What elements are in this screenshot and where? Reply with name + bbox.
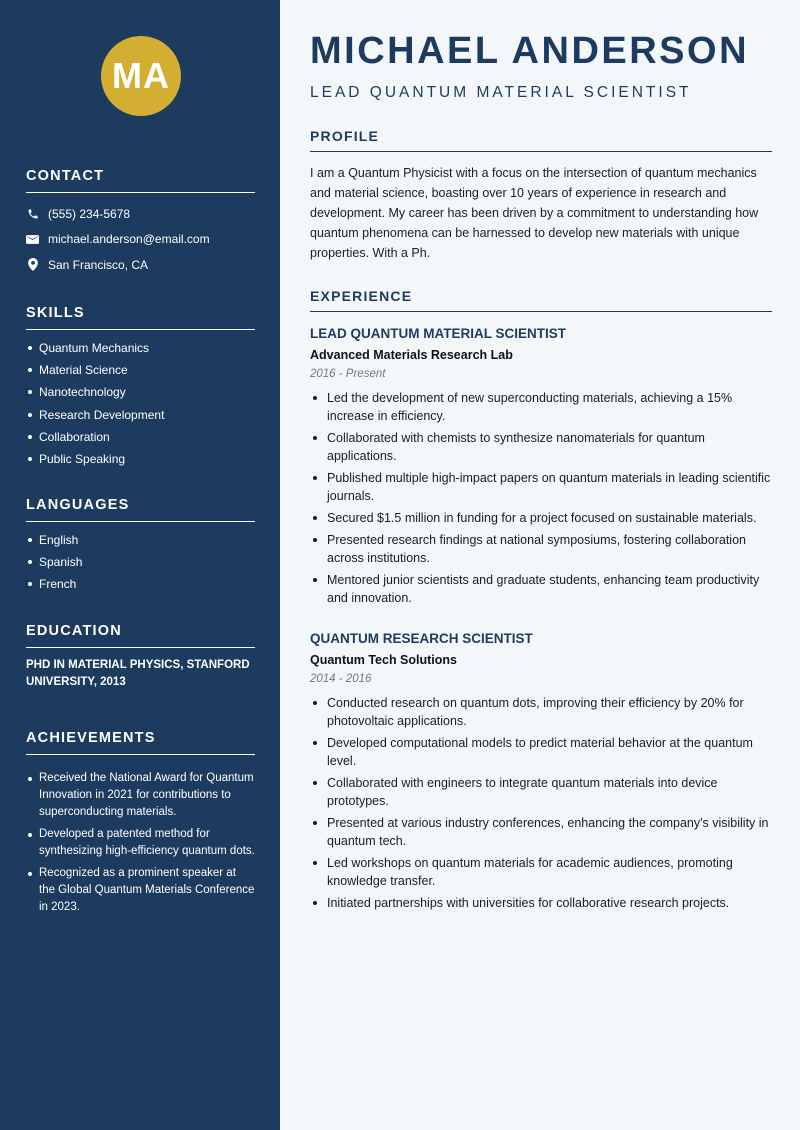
skill-item: Public Speaking [26, 451, 255, 473]
job-bullet: Secured $1.5 million in funding for a project focused on sustainable materials. [310, 509, 772, 527]
sidebar [0, 0, 280, 1130]
achievements-section [26, 730, 255, 921]
skills-list [26, 340, 255, 473]
job-bullet: Collaborated with chemists to synthesize nanomaterials for quantum applications. [310, 429, 772, 465]
contact-location-text: San Francisco, CA [48, 257, 149, 272]
language-item: English [26, 532, 255, 554]
job-bullet: Led workshops on quantum materials for academic audiences, promoting knowledge transfer. [310, 854, 772, 890]
job-bullet: Presented research findings at national symposiums, fostering collaboration across institutions. [310, 531, 772, 567]
skills-section [26, 305, 255, 473]
contact-phone-text: (555) 234-5678 [48, 206, 131, 221]
phone-icon [26, 207, 39, 220]
job-entry [310, 326, 772, 611]
location-pin-icon [26, 258, 39, 271]
education-heading: EDUCATION [26, 623, 255, 648]
job-bullet: Initiated partnerships with universities for collaborative research projects. [310, 894, 772, 912]
job-dates: 2016 - Present [310, 368, 386, 380]
job-title: QUANTUM RESEARCH SCIENTIST [310, 631, 533, 646]
skill-item: Nanotechnology [26, 384, 255, 406]
job-bullet: Developed computational models to predict material behavior at the quantum level. [310, 734, 772, 770]
contact-location [26, 252, 255, 278]
contact-email[interactable] [26, 227, 255, 253]
job-bullets [310, 389, 772, 607]
skills-heading: SKILLS [26, 305, 255, 330]
job-bullet: Collaborated with engineers to integrate quantum materials into device prototypes. [310, 774, 772, 810]
job-company: Quantum Tech Solutions [310, 653, 457, 667]
job-bullet: Led the development of new superconducting materials, achieving a 15% increase in efficiency. [310, 389, 772, 425]
job-bullet: Conducted research on quantum dots, improving their efficiency by 20% for photovoltaic applications. [310, 694, 772, 730]
skill-item: Quantum Mechanics [26, 340, 255, 362]
job-bullet: Presented at various industry conferences, enhancing the company's visibility in quantum tech. [310, 814, 772, 850]
candidate-title: LEAD QUANTUM MATERIAL SCIENTIST [310, 84, 692, 101]
achievements-list [26, 770, 255, 916]
job-entry [310, 631, 772, 916]
achievements-heading: ACHIEVEMENTS [26, 730, 255, 755]
job-bullet: Mentored junior scientists and graduate students, enhancing team productivity and innovation. [310, 571, 772, 607]
languages-heading: LANGUAGES [26, 497, 255, 522]
achievement-item: Received the National Award for Quantum Innovation in 2021 for contributions to superconducting materials. [26, 770, 255, 821]
contact-heading: CONTACT [26, 168, 255, 193]
candidate-name: MICHAEL ANDERSON [310, 30, 750, 72]
profile-heading: PROFILE [310, 128, 772, 152]
language-item: French [26, 576, 255, 598]
job-bullet: Published multiple high-impact papers on quantum materials in leading scientific journals. [310, 469, 772, 505]
skill-item: Collaboration [26, 429, 255, 451]
mail-icon [26, 233, 39, 246]
achievement-item: Recognized as a prominent speaker at the Global Quantum Materials Conference in 2023. [26, 865, 255, 916]
contact-phone [26, 201, 255, 227]
contact-email-text[interactable]: michael.anderson@email.com [48, 232, 210, 247]
contact-section [26, 168, 255, 278]
education-section [26, 623, 255, 691]
skill-item: Material Science [26, 362, 255, 384]
languages-list [26, 532, 255, 599]
skill-item: Research Development [26, 407, 255, 429]
language-item: Spanish [26, 554, 255, 576]
job-title: LEAD QUANTUM MATERIAL SCIENTIST [310, 326, 566, 341]
education-degree: PHD IN MATERIAL PHYSICS, STANFORD UNIVERSITY, 2013 [26, 659, 250, 688]
achievement-item: Developed a patented method for synthesizing high-efficiency quantum dots. [26, 826, 255, 860]
profile-text: I am a Quantum Physicist with a focus on the intersection of quantum mechanics and material science, boasting over 10 years of experience in research and development. My career has been driven by a commitment to understanding how quantum phenomena can be harnessed to develop new materials with unique properties. With a Ph. [310, 166, 759, 260]
job-company: Advanced Materials Research Lab [310, 348, 513, 362]
job-dates: 2014 - 2016 [310, 673, 372, 685]
job-bullets [310, 694, 772, 912]
languages-section [26, 497, 255, 599]
experience-heading: EXPERIENCE [310, 288, 772, 312]
avatar: MA [101, 36, 181, 116]
